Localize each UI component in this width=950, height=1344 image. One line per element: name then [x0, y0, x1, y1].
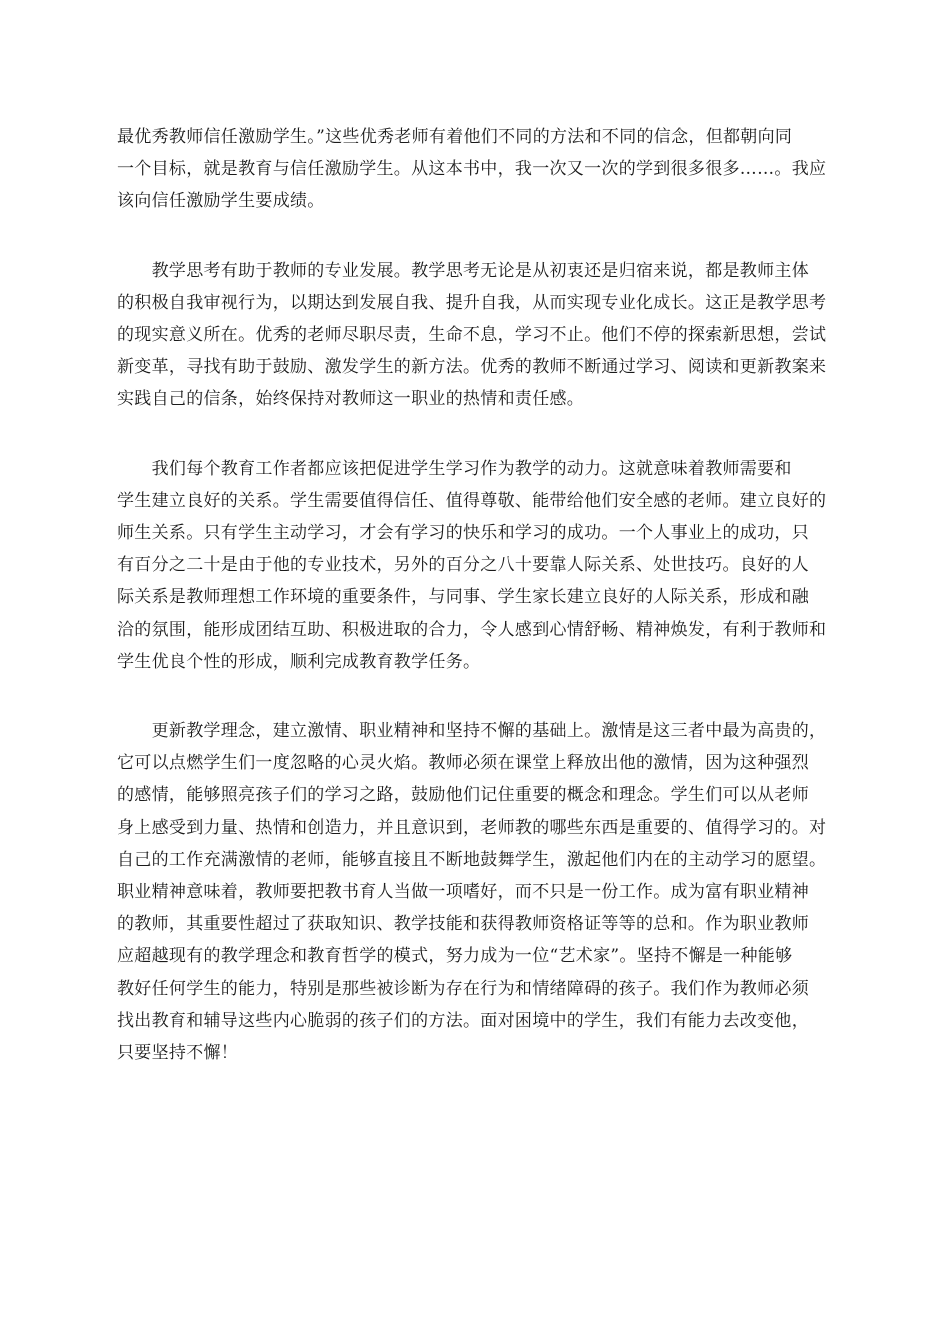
paragraph-1: 最优秀教师信任激励学生。”这些优秀老师有着他们不同的方法和不同的信念，但都朝向同 一个目标，就是教育与信任激励学生。从这本书中，我一次又一次的学到很多很多……。我应 该向信任激励学生要成绩。 — [117, 127, 827, 212]
document-body — [117, 121, 833, 1069]
paragraph-2: 教学思考有助于教师的专业发展。教学思考无论是从初衷还是归宿来说，都是教师主体 的积极自我审视行为，以期达到发展自我、提升自我，从而实现专业化成长。这正是教学思考 的现实意义所在。优秀的老师尽职尽责，生命不息，学习不止。他们不停的探索新思想，尝试 新变革，寻找有助于鼓励、激发学生的新方法。优秀的教师不断通过学习、阅读和更新教案来 实践自己的信条，始终保持对教师这一职业的热情和责任感。 — [117, 260, 827, 410]
paragraph-3: 我们每个教育工作者都应该把促进学生学习作为教学的动力。这就意味着教师需要和 学生建立良好的关系。学生需要值得信任、值得尊敬、能带给他们安全感的老师。建立良好的 师生关系。只有学生主动学习，才会有学习的快乐和学习的成功。一个人事业上的成功，只 有百分之二十是由于他的专业技术，另外的百分之八十要靠人际关系、处世技巧。良好的人 际关系是教师理想工作环境的重要条件，与同事、学生家长建立良好的人际关系，形成和融 洽的氛围，能形成团结互助、积极进取的合力，令人感到心情舒畅、精神焕发，有利于教师和 学生优良个性的形成，顺利完成教育教学任务。 — [117, 458, 827, 672]
paragraph-4: 更新教学理念，建立激情、职业精神和坚持不懈的基础上。激情是这三者中最为高贵的， 它可以点燃学生们一度忽略的心灵火焰。教师必须在课堂上释放出他的激情，因为这种强烈 的感情，能够照亮孩子们的学习之路，鼓励他们记住重要的概念和理念。学生们可以从老师 身上感受到力量、热情和创造力，并且意识到，老师教的哪些东西是重要的、值得学习的。对 自己的工作充满激情的老师，能够直接且不断地鼓舞学生，激起他们内在的主动学习的愿望。 职业精神意味着，教师要把教书育人当做一项嗜好，而不只是一份工作。成为富有职业精神 的教师，其重要性超过了获取知识、教学技能和获得教师资格证等等的总和。作为职业教师 应超越现有的教学理念和教育哲学的模式，努力成为一位“艺术家”。坚持不懈是一种能够 教好任何学生的能力，特别是那些被诊断为存在行为和情绪障碍的孩子。我们作为教师必须 找出教育和辅导这些内心脆弱的孩子们的方法。面对困境中的学生，我们有能力去改变他， 只要坚持不懈！ — [117, 721, 827, 1064]
